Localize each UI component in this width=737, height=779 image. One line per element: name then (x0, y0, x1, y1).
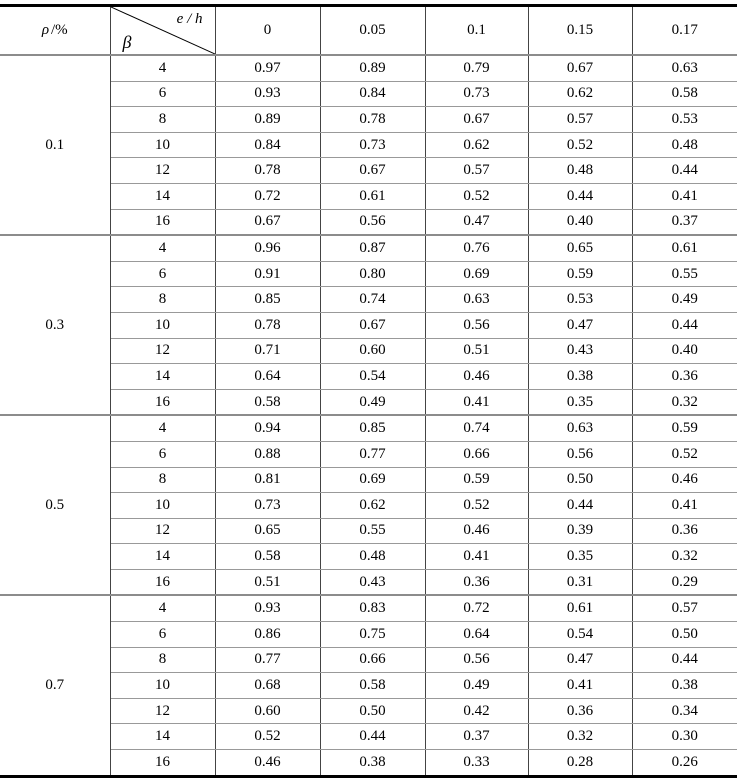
data-value-cell: 0.58 (215, 544, 320, 570)
data-value-cell: 0.78 (215, 158, 320, 184)
beta-value-cell: 16 (110, 209, 215, 235)
table-row (0, 132, 737, 158)
table-row (0, 107, 737, 133)
data-value-cell: 0.62 (320, 493, 425, 519)
beta-value-cell: 16 (110, 389, 215, 415)
table-row (0, 389, 737, 415)
beta-value-cell: 6 (110, 441, 215, 467)
data-value-cell: 0.49 (425, 673, 528, 699)
data-value-cell: 0.52 (425, 183, 528, 209)
beta-value-cell: 12 (110, 338, 215, 364)
data-value-cell: 0.49 (320, 389, 425, 415)
beta-value-cell: 16 (110, 569, 215, 595)
table-row (0, 158, 737, 184)
data-value-cell: 0.31 (528, 569, 632, 595)
data-value-cell: 0.43 (528, 338, 632, 364)
table-row (0, 647, 737, 673)
data-value-cell: 0.96 (215, 235, 320, 261)
data-value-cell: 0.46 (215, 750, 320, 777)
data-value-cell: 0.74 (320, 287, 425, 313)
data-value-cell: 0.68 (215, 673, 320, 699)
data-value-cell: 0.47 (528, 312, 632, 338)
coefficient-table (0, 4, 737, 778)
data-value-cell: 0.44 (632, 312, 737, 338)
data-value-cell: 0.58 (215, 389, 320, 415)
rho-value-cell: 0.3 (0, 235, 110, 415)
data-value-cell: 0.44 (632, 647, 737, 673)
data-value-cell: 0.78 (215, 312, 320, 338)
data-value-cell: 0.62 (425, 132, 528, 158)
beta-value-cell: 10 (110, 493, 215, 519)
data-value-cell: 0.36 (632, 518, 737, 544)
data-value-cell: 0.62 (528, 81, 632, 107)
data-value-cell: 0.59 (425, 467, 528, 493)
data-value-cell: 0.77 (320, 441, 425, 467)
data-value-cell: 0.57 (425, 158, 528, 184)
data-value-cell: 0.69 (320, 467, 425, 493)
data-value-cell: 0.41 (632, 183, 737, 209)
data-value-cell: 0.93 (215, 595, 320, 621)
data-value-cell: 0.46 (425, 364, 528, 390)
data-value-cell: 0.87 (320, 235, 425, 261)
data-value-cell: 0.32 (528, 724, 632, 750)
data-value-cell: 0.40 (528, 209, 632, 235)
table-row (0, 724, 737, 750)
data-value-cell: 0.44 (320, 724, 425, 750)
data-value-cell: 0.38 (528, 364, 632, 390)
beta-value-cell: 8 (110, 107, 215, 133)
data-value-cell: 0.51 (215, 569, 320, 595)
beta-value-cell: 4 (110, 415, 215, 441)
table-row (0, 595, 737, 621)
beta-value-cell: 8 (110, 287, 215, 313)
table-row (0, 261, 737, 287)
beta-value-cell: 14 (110, 544, 215, 570)
data-value-cell: 0.67 (425, 107, 528, 133)
beta-value-cell: 10 (110, 132, 215, 158)
table-row (0, 622, 737, 648)
data-value-cell: 0.52 (632, 441, 737, 467)
data-value-cell: 0.76 (425, 235, 528, 261)
data-value-cell: 0.75 (320, 622, 425, 648)
beta-value-cell: 10 (110, 312, 215, 338)
data-value-cell: 0.52 (215, 724, 320, 750)
data-value-cell: 0.42 (425, 698, 528, 724)
rho-symbol: ρ (41, 22, 50, 38)
data-value-cell: 0.67 (528, 55, 632, 81)
beta-value-cell: 4 (110, 595, 215, 621)
eh-column-header: 0.17 (632, 6, 737, 56)
data-value-cell: 0.63 (425, 287, 528, 313)
table-row (0, 364, 737, 390)
data-value-cell: 0.60 (215, 698, 320, 724)
data-value-cell: 0.71 (215, 338, 320, 364)
data-value-cell: 0.91 (215, 261, 320, 287)
table-row (0, 55, 737, 81)
beta-value-cell: 12 (110, 158, 215, 184)
table-row (0, 338, 737, 364)
data-value-cell: 0.85 (215, 287, 320, 313)
data-value-cell: 0.69 (425, 261, 528, 287)
data-value-cell: 0.67 (320, 158, 425, 184)
data-value-cell: 0.56 (425, 312, 528, 338)
data-value-cell: 0.89 (320, 55, 425, 81)
data-value-cell: 0.63 (528, 415, 632, 441)
table-row (0, 415, 737, 441)
data-value-cell: 0.44 (528, 493, 632, 519)
data-value-cell: 0.63 (632, 55, 737, 81)
data-value-cell: 0.85 (320, 415, 425, 441)
data-value-cell: 0.36 (425, 569, 528, 595)
data-value-cell: 0.32 (632, 389, 737, 415)
data-value-cell: 0.40 (632, 338, 737, 364)
eh-column-header: 0.05 (320, 6, 425, 56)
data-value-cell: 0.65 (215, 518, 320, 544)
data-value-cell: 0.67 (215, 209, 320, 235)
data-value-cell: 0.41 (425, 389, 528, 415)
data-value-cell: 0.41 (425, 544, 528, 570)
data-value-cell: 0.28 (528, 750, 632, 777)
data-value-cell: 0.67 (320, 312, 425, 338)
data-value-cell: 0.84 (215, 132, 320, 158)
data-value-cell: 0.97 (215, 55, 320, 81)
data-value-cell: 0.41 (632, 493, 737, 519)
data-value-cell: 0.37 (425, 724, 528, 750)
rho-header-cell (0, 6, 110, 56)
beta-value-cell: 16 (110, 750, 215, 777)
data-value-cell: 0.50 (632, 622, 737, 648)
data-value-cell: 0.35 (528, 544, 632, 570)
data-value-cell: 0.64 (425, 622, 528, 648)
beta-value-cell: 14 (110, 183, 215, 209)
beta-value-cell: 8 (110, 467, 215, 493)
data-value-cell: 0.44 (632, 158, 737, 184)
data-value-cell: 0.73 (215, 493, 320, 519)
data-value-cell: 0.39 (528, 518, 632, 544)
beta-value-cell: 14 (110, 364, 215, 390)
table-row (0, 750, 737, 777)
eh-column-header: 0 (215, 6, 320, 56)
data-value-cell: 0.38 (632, 673, 737, 699)
data-value-cell: 0.30 (632, 724, 737, 750)
data-value-cell: 0.93 (215, 81, 320, 107)
data-value-cell: 0.55 (320, 518, 425, 544)
data-value-cell: 0.89 (215, 107, 320, 133)
table-row (0, 441, 737, 467)
data-value-cell: 0.46 (632, 467, 737, 493)
data-value-cell: 0.43 (320, 569, 425, 595)
table-body (0, 55, 737, 776)
rho-value-cell: 0.7 (0, 595, 110, 776)
beta-value-cell: 8 (110, 647, 215, 673)
data-value-cell: 0.52 (425, 493, 528, 519)
eh-column-header: 0.1 (425, 6, 528, 56)
data-value-cell: 0.79 (425, 55, 528, 81)
data-value-cell: 0.66 (425, 441, 528, 467)
data-value-cell: 0.37 (632, 209, 737, 235)
table-row (0, 698, 737, 724)
data-value-cell: 0.38 (320, 750, 425, 777)
table-row (0, 673, 737, 699)
data-value-cell: 0.64 (215, 364, 320, 390)
data-value-cell: 0.65 (528, 235, 632, 261)
table-row (0, 235, 737, 261)
data-value-cell: 0.54 (528, 622, 632, 648)
data-value-cell: 0.58 (320, 673, 425, 699)
beta-value-cell: 12 (110, 518, 215, 544)
beta-value-cell: 14 (110, 724, 215, 750)
data-value-cell: 0.83 (320, 595, 425, 621)
data-value-cell: 0.46 (425, 518, 528, 544)
eh-ratio-label: e / h (176, 11, 203, 27)
data-value-cell: 0.58 (632, 81, 737, 107)
diagonal-header-cell (110, 6, 215, 56)
data-value-cell: 0.53 (528, 287, 632, 313)
data-value-cell: 0.80 (320, 261, 425, 287)
rho-value-cell: 0.5 (0, 415, 110, 595)
data-value-cell: 0.53 (632, 107, 737, 133)
data-value-cell: 0.50 (528, 467, 632, 493)
table-row (0, 81, 737, 107)
data-value-cell: 0.54 (320, 364, 425, 390)
data-value-cell: 0.36 (632, 364, 737, 390)
data-value-cell: 0.48 (320, 544, 425, 570)
table-header (0, 6, 737, 56)
data-value-cell: 0.36 (528, 698, 632, 724)
data-value-cell: 0.32 (632, 544, 737, 570)
data-value-cell: 0.78 (320, 107, 425, 133)
eh-column-header: 0.15 (528, 6, 632, 56)
table-row (0, 518, 737, 544)
beta-value-cell: 12 (110, 698, 215, 724)
data-value-cell: 0.35 (528, 389, 632, 415)
beta-value-cell: 6 (110, 81, 215, 107)
data-value-cell: 0.29 (632, 569, 737, 595)
table-row (0, 493, 737, 519)
beta-value-cell: 10 (110, 673, 215, 699)
beta-value-cell: 6 (110, 622, 215, 648)
beta-value-cell: 4 (110, 235, 215, 261)
beta-symbol-label: β (122, 32, 132, 52)
data-value-cell: 0.66 (320, 647, 425, 673)
beta-value-cell: 4 (110, 55, 215, 81)
table-row (0, 312, 737, 338)
data-value-cell: 0.56 (425, 647, 528, 673)
data-value-cell: 0.55 (632, 261, 737, 287)
data-value-cell: 0.34 (632, 698, 737, 724)
data-value-cell: 0.49 (632, 287, 737, 313)
table-row (0, 183, 737, 209)
table-row (0, 209, 737, 235)
data-value-cell: 0.81 (215, 467, 320, 493)
data-value-cell: 0.48 (528, 158, 632, 184)
data-value-cell: 0.56 (320, 209, 425, 235)
table-row (0, 569, 737, 595)
data-value-cell: 0.73 (425, 81, 528, 107)
table-row (0, 544, 737, 570)
table-row (0, 287, 737, 313)
rho-value-cell: 0.1 (0, 55, 110, 235)
data-value-cell: 0.86 (215, 622, 320, 648)
data-value-cell: 0.50 (320, 698, 425, 724)
data-value-cell: 0.60 (320, 338, 425, 364)
data-value-cell: 0.57 (528, 107, 632, 133)
table-row (0, 467, 737, 493)
data-value-cell: 0.77 (215, 647, 320, 673)
data-value-cell: 0.51 (425, 338, 528, 364)
data-value-cell: 0.72 (425, 595, 528, 621)
data-value-cell: 0.88 (215, 441, 320, 467)
data-value-cell: 0.47 (528, 647, 632, 673)
data-value-cell: 0.74 (425, 415, 528, 441)
data-value-cell: 0.59 (632, 415, 737, 441)
data-value-cell: 0.61 (528, 595, 632, 621)
data-value-cell: 0.48 (632, 132, 737, 158)
data-value-cell: 0.94 (215, 415, 320, 441)
data-value-cell: 0.41 (528, 673, 632, 699)
data-value-cell: 0.56 (528, 441, 632, 467)
rho-unit: /% (51, 22, 68, 38)
data-value-cell: 0.61 (320, 183, 425, 209)
header-row (0, 6, 737, 56)
beta-value-cell: 6 (110, 261, 215, 287)
data-value-cell: 0.33 (425, 750, 528, 777)
data-value-cell: 0.72 (215, 183, 320, 209)
data-value-cell: 0.59 (528, 261, 632, 287)
data-value-cell: 0.26 (632, 750, 737, 777)
data-value-cell: 0.61 (632, 235, 737, 261)
data-value-cell: 0.73 (320, 132, 425, 158)
data-value-cell: 0.57 (632, 595, 737, 621)
data-value-cell: 0.52 (528, 132, 632, 158)
data-value-cell: 0.47 (425, 209, 528, 235)
data-value-cell: 0.84 (320, 81, 425, 107)
data-value-cell: 0.44 (528, 183, 632, 209)
